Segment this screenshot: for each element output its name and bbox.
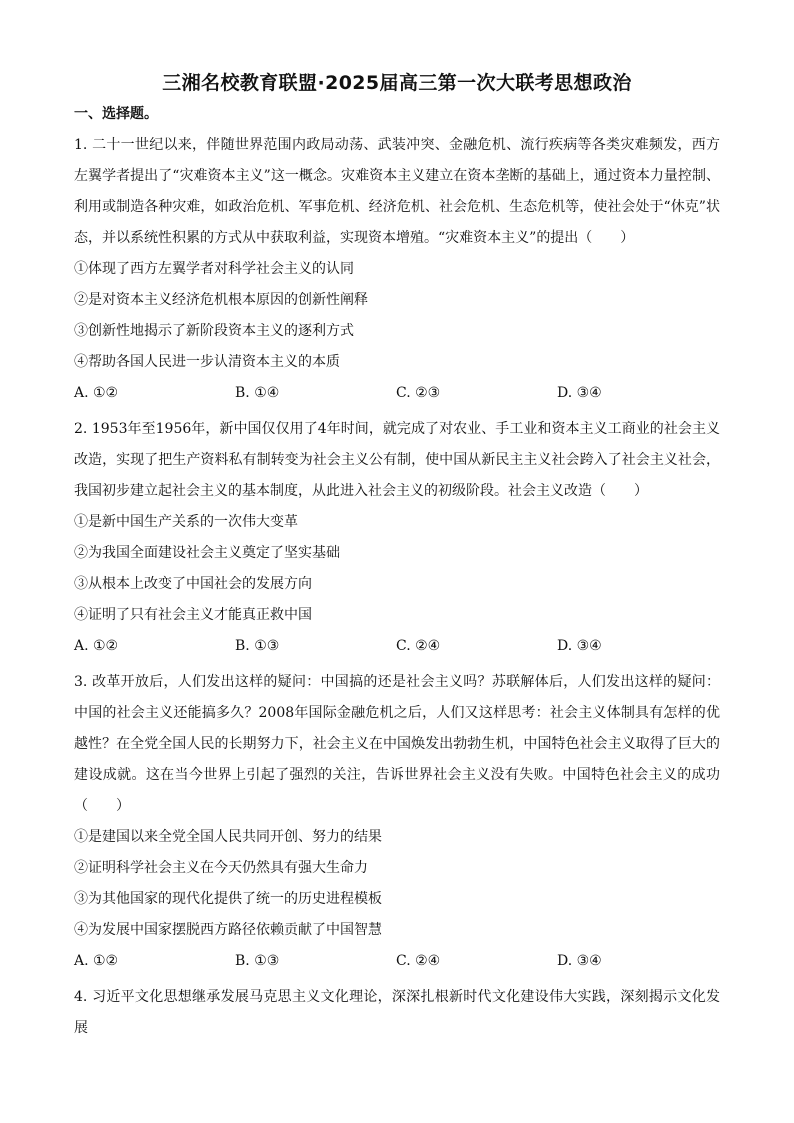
option-a: A. ①② — [74, 638, 119, 654]
statement-item: ③从根本上改变了中国社会的发展方向 — [74, 576, 312, 592]
option-a: A. ①② — [74, 953, 119, 969]
option-c: C. ②④ — [396, 638, 441, 654]
statement-item: ④证明了只有社会主义才能真正救中国 — [74, 607, 312, 623]
statement-item: ①是建国以来全党全国人民共同开创、努力的结果 — [74, 829, 382, 845]
option-d: D. ③④ — [557, 385, 602, 401]
statement-item: ②证明科学社会主义在今天仍然具有强大生命力 — [74, 860, 368, 876]
answer-options — [74, 378, 720, 408]
question-2 — [74, 414, 720, 661]
answer-options — [74, 946, 720, 976]
option-b: B. ①③ — [235, 638, 280, 654]
statement-item: ②为我国全面建设社会主义奠定了坚实基础 — [74, 545, 340, 561]
statement-item: ③创新性地揭示了新阶段资本主义的逐利方式 — [74, 323, 354, 339]
question-1 — [74, 130, 720, 408]
question-stem: 4. 习近平文化思想继承发展马克思主义文化理论，深深扎根新时代文化建设伟大实践，深刻揭示文化发展 — [74, 989, 720, 1036]
document-title: 三湘名校教育联盟·2025届高三第一次大联考思想政治 — [162, 72, 632, 94]
option-c: C. ②③ — [396, 385, 441, 401]
answer-options — [74, 631, 720, 661]
question-stem: 1. 二十一世纪以来，伴随世界范围内政局动荡、武装冲突、金融危机、流行疾病等各类灾难频发，西方左翼学者提出了“灾难资本主义”这一概念。灾难资本主义建立在资本垄断的基础上，通过资本力量控制、利用或制造各种灾难，如政治危机、军事危机、经济危机、社会危机、生态危机等，使社会处于“休克”状态，并以系统性积累的方式从中获取利益，实现资本增殖。“灾难资本主义”的提出（ ） — [74, 137, 720, 246]
statement-item: ②是对资本主义经济危机根本原因的创新性阐释 — [74, 292, 368, 308]
statement-item: ④为发展中国家摆脱西方路径依赖贡献了中国智慧 — [74, 922, 382, 938]
option-c: C. ②④ — [396, 953, 441, 969]
option-a: A. ①② — [74, 385, 119, 401]
statement-item: ①是新中国生产关系的一次伟大变革 — [74, 514, 298, 530]
question-stem: 3. 改革开放后，人们发出这样的疑问：中国搞的还是社会主义吗？苏联解体后，人们发出这样的疑问：中国的社会主义还能搞多久？2008年国际金融危机之后，人们又这样思考：社会主义体制具有怎样的优越性？在全党全国人民的长期努力下，社会主义在中国焕发出勃勃生机，中国特色社会主义取得了巨大的建设成就。这在当今世界上引起了强烈的关注，告诉世界社会主义没有失败。中国特色社会主义的成功（ ） — [74, 674, 720, 814]
question-3 — [74, 667, 720, 976]
section-heading: 一、选择题。 — [74, 106, 158, 122]
statement-item: ④帮助各国人民进一步认清资本主义的本质 — [74, 354, 340, 370]
question-stem: 2. 1953年至1956年，新中国仅仅用了4年时间，就完成了对农业、手工业和资本主义工商业的社会主义改造，实现了把生产资料私有制转变为社会主义公有制，使中国从新民主主义社会跨入了社会主义社会，我国初步建立起社会主义的基本制度，从此进入社会主义的初级阶段。社会主义改造（ ） — [74, 421, 720, 499]
option-d: D. ③④ — [557, 638, 602, 654]
statement-item: ③为其他国家的现代化提供了统一的历史进程模板 — [74, 891, 382, 907]
statement-item: ①体现了西方左翼学者对科学社会主义的认同 — [74, 261, 354, 277]
question-4 — [74, 982, 720, 1044]
option-b: B. ①③ — [235, 953, 280, 969]
option-d: D. ③④ — [557, 953, 602, 969]
option-b: B. ①④ — [235, 385, 280, 401]
